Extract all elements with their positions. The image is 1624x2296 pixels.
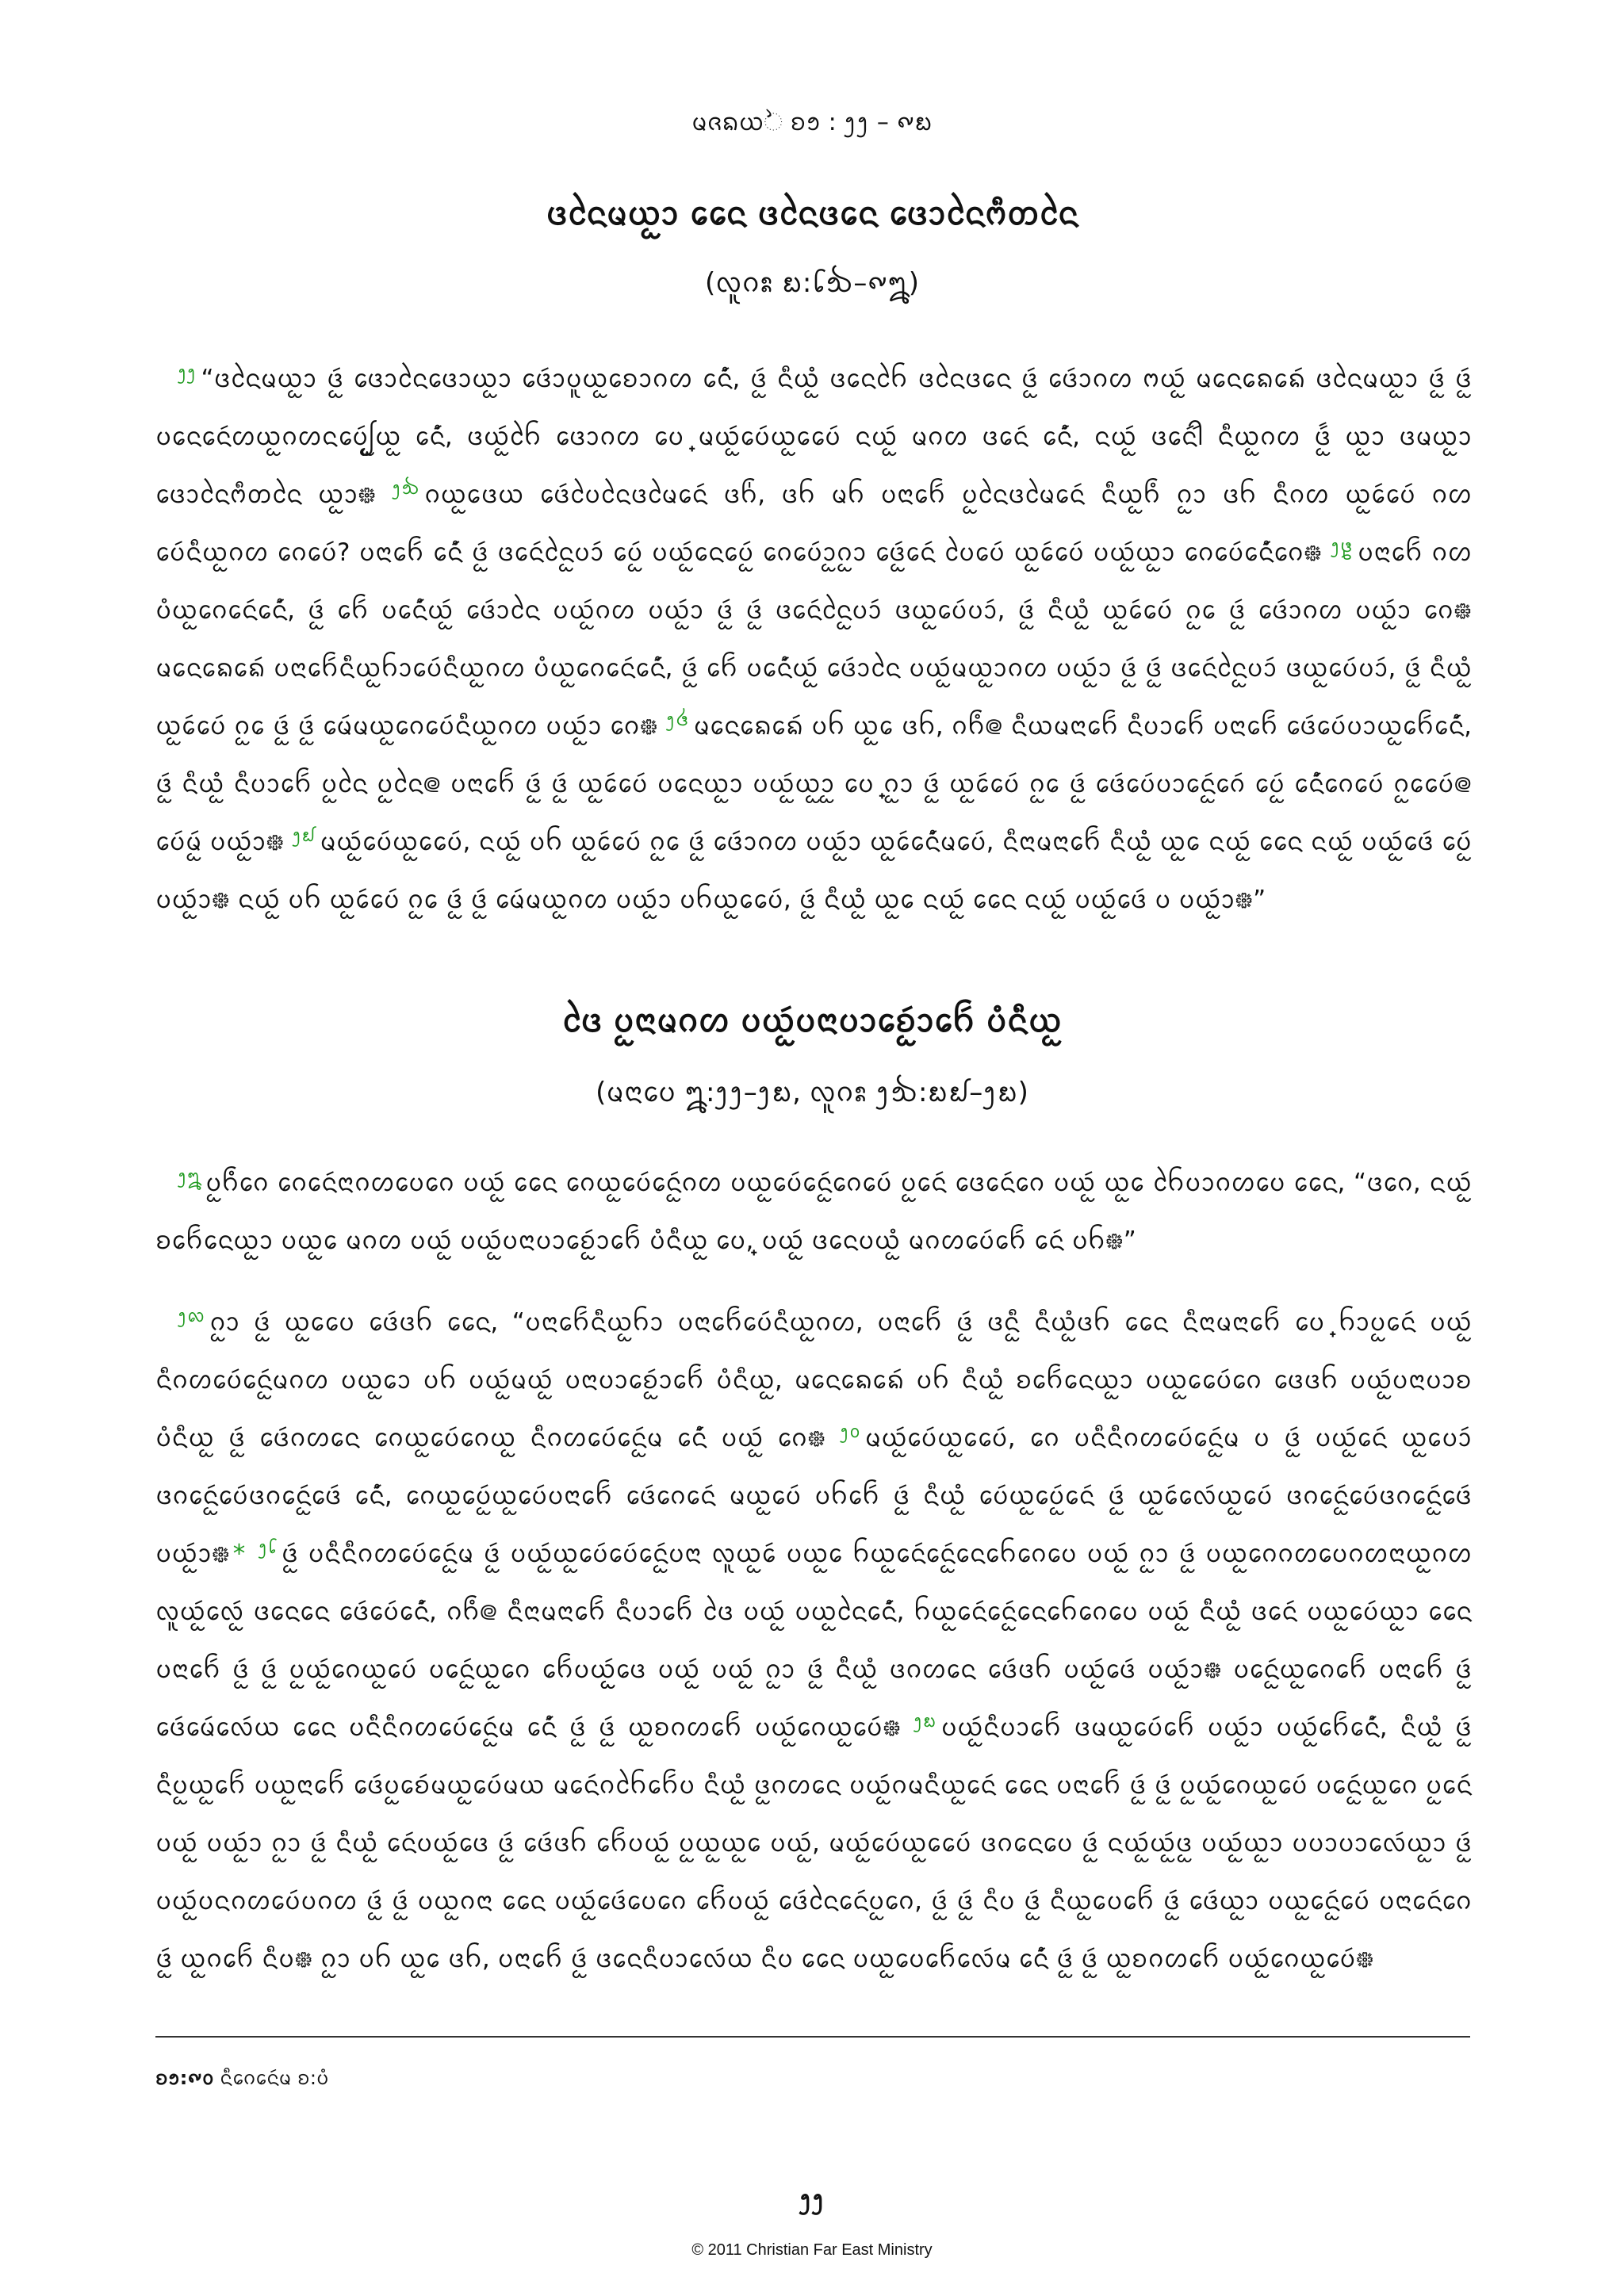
footnote [155, 2064, 329, 2095]
verse-text: “ᨴᨶᩱᨾᨿᩬᩣ ᨴᩬᩢ ᨴᩮᩣᨶᩱᨴᩮᩣᨿᩬᩣ ᨴᩮᩢᩣᨷᩪᨿᩬᨧᩮᩣᨣᩉ ᨶᩮᩢᩴ, ᨴᩬᩢ ᨶᩥᨿᩬᩴ ᨴᨶᩮᨤᩱ ᨴᨶᩱᨴᨶᩮ ᨴᩬᩢ ᨴᩮᩢᩣᨣᩉ ᨻᨿᩬᩢ ᨾᨶᩮᨦᩮᨦᩮᩢ ᨴᨶᩱᨾᨿᩬᩣ ᨴᩬᩢ ᨴᩬᩢ ᨷᨶᩮᨶᩮᩢᩉᨿᩬᨣᩉᨶᨷᩮᩢᩭᩬᨿᩬ ᨶᩮᩢᩴ, ᨴᨿᩬᩢᨤᩱ ᨴᩮᩣᨣᩉ ᨷᩮ᩠ ᨾᨿᩬᩢᨷᩮᩢᨿᩬᩮᨷᩮᩢ ᨶᨿᩬᩢ ᨾᨣᩉ ᨴᨶᩮᩢ ᨶᩮᩢᩴ, ᨶᨿᩬᩢ ᨴᨶᩮᩢᩤᩢ ᨶᩥᨿᩬᨣᩉ ᨴᩬᩢᩢ ᨿᩬᩣ ᨴᨾᨿᩬᩣ ᨴᩮᩣᨶᩱᨻᩥᨲᨶᩱ ᨿᩬᩣ᪥ [155, 365, 1472, 509]
verse-text: ᨾᨿᩬᩢᨷᩮᩢᨿᩬᩮᨷᩮᩢ, ᨣᩮ ᨷᨶᩥᨶᩥᨣᩉᨷᩮᩢᨶᩮᩢᩬᨾ ᨷ ᨴᩬᩢ ᨷᨿᩬᩢᨶᩮᩢ ᨿᩬᩮᨷᩣᩢ ᨴᨣᨶᩮᩢᩬᨷᩮᩢᨴᨣᨶᩮᩢᩬᨴᩮᩢ ᨶᩮᩢᩴ, ᨣᩮᨿᩬᨷᩮᩢᩬᨿᩬᨷᩮᩢᨷᨶᩣᨤᩮᩢ ᨴᩮᩢᨣᩮᨶᩮᩢ ᨾᨿᩬᨷᩮᩢ ᨷᨤᨤᩮᩢ ᨴᩬᩢ ᨶᩥᨿᩬᩴ ᨷᩮᩢᨿᩬᨷᩮᩢᩬᨶᩮᩢ ᨴᩬᩢ ᨿᩬᩮᩢᩃᩮᩢᨿᩬᨷᩮᩢ ᨴᨣᨶᩮᩢᩬᨷᩮᩢᨴᨣᨶᩮᩢᩬᨴᩮᩢ ᨷᨿᩬᩢᩣ᪥ [155, 1424, 1473, 1568]
verse-number: ᪂᪒ [258, 1537, 277, 1558]
verse-number: ᪂᪕ [665, 710, 689, 730]
section-title: ᨴᨶᩱᨾᨿᩬᩣ ᨶᩯ ᨴᨶᩱᨴᨶᩮ ᨴᩮᩣᨶᩱᨻᩥᨲᨶᩱ [546, 196, 1078, 232]
verse-number: ᪂᪖ [292, 825, 316, 846]
verse-number: ᪂᪐ [840, 1422, 860, 1442]
verse-number: ᪂᪂ [178, 362, 197, 383]
verse-text: ᨾᨶᩮᨦᩮᨦᩮᩢ ᨷᨤ ᨿᩬᩮ ᨴᨤ, ᨣᨤᩴ᪤ ᨶᩥᨿᨾᨶᩣᨤᩮᩢ ᨶᩥᨷᩣᨤᩮᩢ ᨷᨶᩣᨤᩮᩢ ᨴᩮᩢᨷᩮᩢᨷᩣᨿᩬᨤᩮᩢᨶᩮᩢᩴ, ᨴᩬᩢ ᨶᩥᨿᩬᩴ ᨶᩥᨷᩣᨤᩮᩢ ᨷᩬᨶᩱ ᨷᩬᨶᩱ᪤ ᨷᨶᩣᨤᩮᩢ ᨴᩬᩢ ᨴᩬᩢ ᨿᩬᩮᩢᨷᩮᩢ ᨷᨶᩮᨿᩬᩣ ᨷᨿᩬᩢᨿᩬᩣᩬ ᨷᩮ᩠ ᨣᩬᩣ ᨴᩬᩢ ᨿᩬᩮᩢᨷᩮᩢ ᨣᩬᩮ ᨴᩬᩢ ᨴᩮᩢᨷᩮᩢᨷᩣᨶᩮᩢᩬᨣᩮᩢ ᨷᩮᩢᩬ ᨶᩮᩢᩴᨣᩮᨷᩮᩢ ᨣᩬᩮᨷᩮᩢ᪤ ᨷᩮᩢᨾᩬᩢ ᨷᨿᩬᩢᩣ᪥ [155, 712, 1472, 856]
verse-text: ᨾᨿᩬᩢᨷᩮᩢᨿᩬᩮᨷᩮᩢ, ᨶᨿᩬᩢ ᨷᨤ ᨿᩬᩮᩢᨷᩮᩢ ᨣᩬᩮ ᨴᩬᩢ ᨴᩮᩢᩣᨣᩉ ᨷᨿᩬᩢᩣ ᨿᩬᩮᩢᨶᩮᩢᩴᨾᨷᩮᩢ, ᨶᩥᨶᩣᨾᨶᩣᨤᩮᩢ ᨶᩥᨿᩬᩴ ᨿᩬᩮ ᨶᨿᩬᩢ ᨶᩯ ᨶᨿᩬᩢ ᨷᨿᩬᩢᨴᩮᩢ ᨷᩮᩢᩬ ᨷᨿᩬᩢᩣ᪥ ᨶᨿᩬᩢ ᨷᨤ ᨿᩬᩮᩢᨷᩮᩢ ᨣᩬᩮ ᨴᩬᩢ ᨴᩬᩢ ᨾᩮᩢᨾᨿᩬᨣᩉ ᨷᨿᩬᩢᩣ ᨷᨤᨿᩬᩮᨷᩮᩢ, ᨴᩬᩢ ᨶᩥᨿᩬᩴ ᨿᩬᩮ ᨶᨿᩬᩢ ᨶᩯ ᨶᨿᩬᩢ ᨷᨿᩬᩢᨴᩮᩢ ᨷ ᨷᨿᩬᩢᩣ᪥” [155, 828, 1472, 914]
running-head: ᨾᨩᨦᨿᨛ ᨧ᪁ : ᪂᪂ – ᪑᪗ [691, 109, 933, 136]
footnote-ref: ᨧ᪁:᪑᪐ [155, 2067, 214, 2089]
verse-text: ᨷᨿᩬᩢᨶᩥᨷᩣᨤᩮᩢ ᨴᨾᨿᩬᨷᩮᩢᨤᩮᩢ ᨷᨿᩬᩢᩣ ᨷᨿᩬᩢᨤᩮᩢᨶᩮᩢᩴ, ᨶᩥᨿᩬᩴ ᨴᩬᩢ ᨶᩥᨷᩬᨿᩬᨤᩮᩢ ᨷᨿᩬᨶᩣᨤᩮᩢ ᨴᩮᩢᨷᩬᨧᩮᩢᨾᨿᩬᨷᩮᩢᨾᨿ ᨾᨶᩮᩢᨣᨤᩱᨤᩮᩢᨷ ᨶᩥᨿᩬᩴ ᨴᩬᨣᩉᨶᩮ ᨷᨿᩬᩢᨣᨾᨶᩥᨿᩬᨶᩮᩢ ᨶᩯ ᨷᨶᩣᨤᩮᩢ ᨴᩬᩢ ᨴᩬᩢ ᨷᩬᨿᩬᩢᨣᩮᨿᩬᨷᩮᩢ ᨷᨶᩮᩢᩬᨿᩬᨣᩮ ᨷᩬᨶᩮᩢ ᨷᨿᩬᩢ ᨷᨿᩬᩢᩣ ᨣᩬᩣ ᨴᩬᩢ ᨶᩥᨿᩬᩴ ᨶᩮᩢᨷᨿᩬᩢᨴᩮ ᨴᩬᩢ ᨴᩮᩢᨴᨤ ᨤᩮᩢᨷᨿᩬᩢ ᨷᩬᨿᩬᨿᩬᩮ ᨷᨿᩬᩢ, ᨾᨿᩬᩢᨷᩮᩢᨿᩬᩮᨷᩮᩢ ᨴᨣᨶᩮᨷᩮ ᨴᩬᩢ ᨶᨿᩬᩢᨿᩬᩢᨴᩬ ᨷᨿᩬᩢᨿᩬᩣ ᨷᨷᩣᨷᩣᩃᩮᩢᨿᩬᩣ ᨴᩬᩢ ᨷᨿᩬᩢᨷᨶᨣᩉᨷᩮᩢᨷᨣᩉ ᨴᩬᩢ ᨴᩬᩢ ᨷᨿᩬᨣᨶᩣ ᨶᩯ ᨷᨿᩬᩢᨴᩮᩢᨷᩮᨣᩮ ᨤᩮᩢᨷᨿᩬᩢ ᨴᩮᩢᨶᩱᨶᩮᩢᨷᩬᨣᩮ, ᨴᩬᩢ ᨴᩬᩢ ᨶᩥᨷ ᨴᩬᩢ ᨶᩥᨿᩬᩮᨷᨤᩮᩢ ᨴᩬᩢ ᨴᩮᩢᨿᩬᩣ ᨷᨿᩬᨶᩮᩢᩬᨷᩮᩢ ᨷᨶᩣᨶᩮᩢᨣᩮ ᨴᩬᩢ ᨿᩬᨣᨤᩮᩢ ᨶᩥᨷ᪥ ᨣᩬᩣ ᨷᨤ ᨿᩬᩮ ᨴᨤ, ᨷᨶᩣᨤᩮᩢ ᨴᩬᩢ ᨴᨶᩮᨶᩥᨷᩣᩃᩮᩢᨿ ᨶᩥᨷ ᨶᩯ ᨷᨿᩬᨷᩮᨤᩮᩢᩃᩮᩢᨾ ᨶᩮᩢᩴ ᨴᩬᩢ ᨴᩬᩢ ᨿᩬᨧᨣᩉᨤᩮᩢ ᨷᨿᩬᩢᨣᩮᨿᩬᨷᩮᩢ᪥ [155, 1713, 1472, 1973]
section-title: ᨴᩱ ᨷᩬᨶᩣᨾᨣᩉ ᨷᨿᩬᩢᨷᨶᩣᨷᩣᨧᩮᩢᩬᩣᨤᩮᩢ ᨷᩴᨶᩥᨿᩬ [561, 1003, 1063, 1039]
paragraph [155, 1154, 1472, 1270]
verse-text: ᨷᩬᨤᩴᨣᩮ ᨣᩮᨶᩮᩢᨶᩣᨣᩉᨷᩮᨣᩮ ᨷᨿᩬᩢ ᨶᩯ ᨣᩮᨿᩬᨷᩮᩢᨶᩮᩢᩬᨣᩉ ᨷᨿᩬᨷᩮᩢᨶᩮᩢᩬᨣᩮᨷᩮᩢ ᨷᩬᨶᩮᩢ ᨴᩮᨶᩮᩢᨣᩮ ᨷᨿᩬᩢ ᨿᩬᩮ ᨤᩱᨷᩣᨣᩉᨷᩮ ᨶᩯ, “ᨴᨣᩮ, ᨶᨿᩬᩢ ᨧᨤᩮᩢᨶᩮᨿᩬᩣ ᨷᨿᩬᩮ ᨾᨣᩉ ᨷᨿᩬᩢ ᨷᨿᩬᩢᨷᨶᩣᨷᩣᨧᩮᩢᩬᩣᨤᩮᩢ ᨷᩴᨶᩥᨿᩬ ᨷᩮ᩠, ᨷᨿᩬᩢ ᨴᨶᩮᨷᨿᩬᩴ ᨾᨣᩉᨷᩮᩢᨤᩮᩢ ᨶᩮᩢ ᨷᨤ᪥” [155, 1169, 1472, 1255]
paragraph [155, 350, 1472, 929]
section-reference: (ᩃᩪᨣᩡ ᪗:᪒᪓–᪑᪘) [704, 267, 920, 299]
footnote-divider [155, 2036, 1470, 2038]
verse-text: ᨴᩬᩢ ᨷᨶᩥᨶᩥᨣᩉᨷᩮᩢᨶᩮᩢᩬᨾ ᨴᩬᩢ ᨷᨿᩬᩢᨿᩬᨷᩮᩢᨷᩮᩢᨶᩮᩢᩬᨷᨶᩣ ᩃᩪᨿᩬᩮᩢ ᨷᨿᩬᩮ ᨤᨿᩬᨶᩮᩢᨶᩮᩢᩬᨶᩮᨤᩮᨣᩮᨷᩮ ᨷᨿᩬᩢ ᨣᩬᩣ ᨴᩬᩢ ᨷᨿᩬᨣᩮᨣᩉᨷᩮᨣᩉᨶᩣᨿᩬᨣᩉ ᩃᩪᨿᩬᩢᩃᩮᩢᩬ ᨴᨶᩮᨶᩮ ᨴᩮᩢᨷᩮᩢᨶᩮᩢᩴ, ᨣᨤᩴ᪤ ᨶᩥᨶᩣᨾᨶᩣᨤᩮᩢ ᨶᩥᨷᩣᨤᩮᩢ ᨴᩱ ᨷᨿᩬᩢ ᨷᨿᩬᨶᩱᨶᩮᩢᩴ, ᨤᨿᩬᨶᩮᩢᨶᩮᩢᩬᨶᩮᨤᩮᨣᩮᨷᩮ ᨷᨿᩬᩢ ᨶᩥᨿᩬᩴ ᨴᨶᩮᩢ ᨷᨿᩬᨷᩮᩢᨿᩬᩣ ᨶᩯ ᨷᨶᩣᨤᩮᩢ ᨴᩬᩢ ᨴᩬᩢ ᨷᩬᨿᩬᩢᨣᩮᨿᩬᨷᩮᩢ ᨷᨶᩮᩢᩬᨿᩬᨣᩮ ᨤᩮᩢᨷᨿᩬᩢᩬᨴᩮ ᨷᨿᩬᩢ ᨷᨿᩬᩢ ᨣᩬᩣ ᨴᩬᩢ ᨶᩥᨿᩬᩴ ᨴᨣᩉᨶᩮ ᨴᩮᩢᨴᨤ ᨷᨿᩬᩢᨴᩮᩢ ᨷᨿᩬᩢᩣ᪥ ᨷᨶᩮᩢᩬᨿᩬᨣᩮᨤᩮᩢ ᨷᨶᩣᨤᩮᩢ ᨴᩬᩢ ᨴᩮᩢᨾᩮᩢᩃᩮᩢᨿ ᨶᩯ ᨷᨶᩥᨶᩥᨣᩉᨷᩮᩢᨶᩮᩢᩬᨾ ᨶᩮᩢᩴ ᨴᩬᩢ ᨴᩬᩢ ᨿᩬᨧᨣᩉᨤᩮᩢ ᨷᨿᩬᩢᨣᩮᨿᩬᨷᩮᩢ᪥ [155, 1540, 1472, 1742]
verse-number: ᪂᪔ [1331, 536, 1353, 557]
footnote-marker[interactable]: * [232, 1540, 246, 1568]
verse-number: ᪂᪗ [913, 1711, 936, 1732]
footnote-text: ᨶᩥᨣᩮᨶᩮᩢᨾ ᨧ:ᨷᩴ [220, 2067, 329, 2089]
verse-number: ᪂᪙ [178, 1306, 205, 1326]
copyright-notice: © 2011 Christian Far East Ministry [691, 2241, 933, 2259]
verse-number: ᪂᪓ [392, 478, 419, 499]
section-reference: (ᨾᨶᩣᨷᩮ ᪘:᪂᪂–᪂᪗, ᩃᩪᨣᩡ ᪂᪓:᪗᪖–᪂᪗) [596, 1077, 1028, 1108]
verse-text: ᨣᩬᩣ ᨴᩬᩢ ᨿᩬᩮᨷᩮ ᨴᩮᩢᨴᨤ ᨶᩯ, “ᨷᨶᩣᨤᩮᩢᨶᩥᨿᩬᨤᩣ ᨷᨶᩣᨤᩮᩢᨷᩮᩢᨶᩥᨿᩬᨣᩉ, ᨷᨶᩣᨤᩮᩢ ᨴᩬᩢ ᨴᨶᩥᩬ ᨶᩥᨿᩬᩴᨴᨤ ᨶᩯ ᨶᩥᨶᩣᨾᨶᩣᨤᩮᩢ ᨷᩮ᩠ ᨤᩣᨷᩬᨶᩮᩢ ᨷᨿᩬᩢ ᨶᩥᨣᩉᨷᩮᩢᨶᩮᩢᩬᨾᨣᩉ ᨷᨿᩬᩮᩣ ᨷᨤ ᨷᨿᩬᩢᨾᨿᩬᩢ ᨷᨶᩣᨷᩣᨧᩮᩢᩬᩣᨤᩮᩢ ᨷᩴᨶᩥᨿᩬ, ᨾᨶᩮᨦᩮᨦᩮᩢ ᨷᨤ ᨶᩥᨿᩬᩴ ᨧᨤᩮᩢᨶᩮᨿᩬᩣ ᨷᨿᩬᩮᨷᩮᩢᨣᩮ ᨴᩮᨴᨤ ᨷᨿᩬᩢᨷᨶᩣᨷᩣᨧ ᨷᩴᨶᩥᨿᩬ ᨴᩬᩢ ᨴᩮᩢᨣᩉᨶᩮ ᨣᩮᨿᩬᨷᩮᩢᨣᩮᨿᩬ ᨶᩥᨣᩉᨷᩮᩢᨶᩮᩢᩬᨾ ᨶᩮᩢᩴ ᨷᨿᩬᩢ ᨣᩮ᪥ [155, 1308, 1472, 1452]
page-number: ᪂᪂ [799, 2186, 825, 2214]
verse-text: ᨷᨶᩣᨤᩮᩢ ᨣᩉ ᨷᩴᨿᩬᨣᩮᨶᩮᩢᨶᩮᩢᩴ, ᨴᩬᩢ ᨤᩮᩢ ᨷᨶᩮᩢᩴᨿᩬᩢ ᨴᩮᩢᩣᨶᩱ ᨷᨿᩬᩢᨣᩉ ᨷᨿᩬᩢᩣ ᨴᩬᩢ ᨴᩬᩢ ᨴᨶᩮᩢᨶᩱᩬᨷᩣᩢ ᨴᨿᩬᨷᩮᩢᨷᩣᩢ, ᨴᩬᩢ ᨶᩥᨿᩬᩴ ᨿᩬᩮᩢᨷᩮᩢ ᨣᩬᩮ ᨴᩬᩢ ᨴᩮᩢᩣᨣᩉ ᨷᨿᩬᩢᩣ ᨣᩮ᪥ ᨾᨶᩮᨦᩮᨦᩮᩢ ᨷᨶᩣᨤᩮᩢᨶᩥᨿᩬᨤᩣᨷᩮᩢᨶᩥᨿᩬᨣᩉ ᨷᩴᨿᩬᨣᩮᨶᩮᩢᨶᩮᩢᩴ, ᨴᩬᩢ ᨤᩮᩢ ᨷᨶᩮᩢᩴᨿᩬᩢ ᨴᩮᩢᩣᨶᩱ ᨷᨿᩬᩢᨾᨿᩬᩣᨣᩉ ᨷᨿᩬᩢᩣ ᨴᩬᩢ ᨴᩬᩢ ᨴᨶᩮᩢᨶᩱᩬᨷᩣᩢ ᨴᨿᩬᨷᩮᩢᨷᩣᩢ, ᨴᩬᩢ ᨶᩥᨿᩬᩴ ᨿᩬᩮᩢᨷᩮᩢ ᨣᩬᩮ ᨴᩬᩢ ᨴᩬᩢ ᨾᩮᩢᨾᨿᩬᨣᩮᨷᩮᩢᨶᩥᨿᩬᨣᩉ ᨷᨿᩬᩢᩣ ᨣᩮ᪥ [155, 538, 1473, 740]
verse-text: ᨣᨿᩬᩮᨴᨿ ᨴᩮᩢᨷᩱᨶᩱᨴᨾᩱᨶᩮᩢ ᨴᨤ᩵, ᨴᨤ ᨾᨤ ᨷᨶᩣᨤᩮᩢ ᨷᩬᨶᩱᨴᨾᩱᨶᩮᩢ ᨶᩥᨿᩬᨤᩴ ᨣᩬᩣ ᨴᨤ ᨶᩥᨣᩉ ᨿᩬᩮᩢᨷᩮᩢ ᨣᩉ ᨷᩮᩢᨶᩥᨿᩬᨣᩉ ᨣᩮᨷᩮᩢ? ᨷᨶᩣᨤᩮᩢ ᨶᩮᩢᩴ ᨴᩬᩢ ᨴᨶᩮᩢᨶᩱᩬᨷᩣᩢ ᨷᩮᩢᩬ ᨷᨿᩬᩢᨶᩮᨷᩮᩢᩬ ᨣᩮᨷᩮᩢᩣᩬᨣᩬᩣ ᨴᩮᩢᩬᨶᩮᩢ ᨷᩱᨷᩮᩢ ᨿᩬᩮᩢᨷᩮᩢ ᨷᨿᩬᩢᨿᩬᩣ ᨣᩮᨷᩮᩢᨶᩮᩢᩴᨣᩮ᪥ [155, 480, 1473, 567]
paragraph [155, 1294, 1472, 1988]
verse-number: ᪂᪘ [178, 1166, 201, 1187]
